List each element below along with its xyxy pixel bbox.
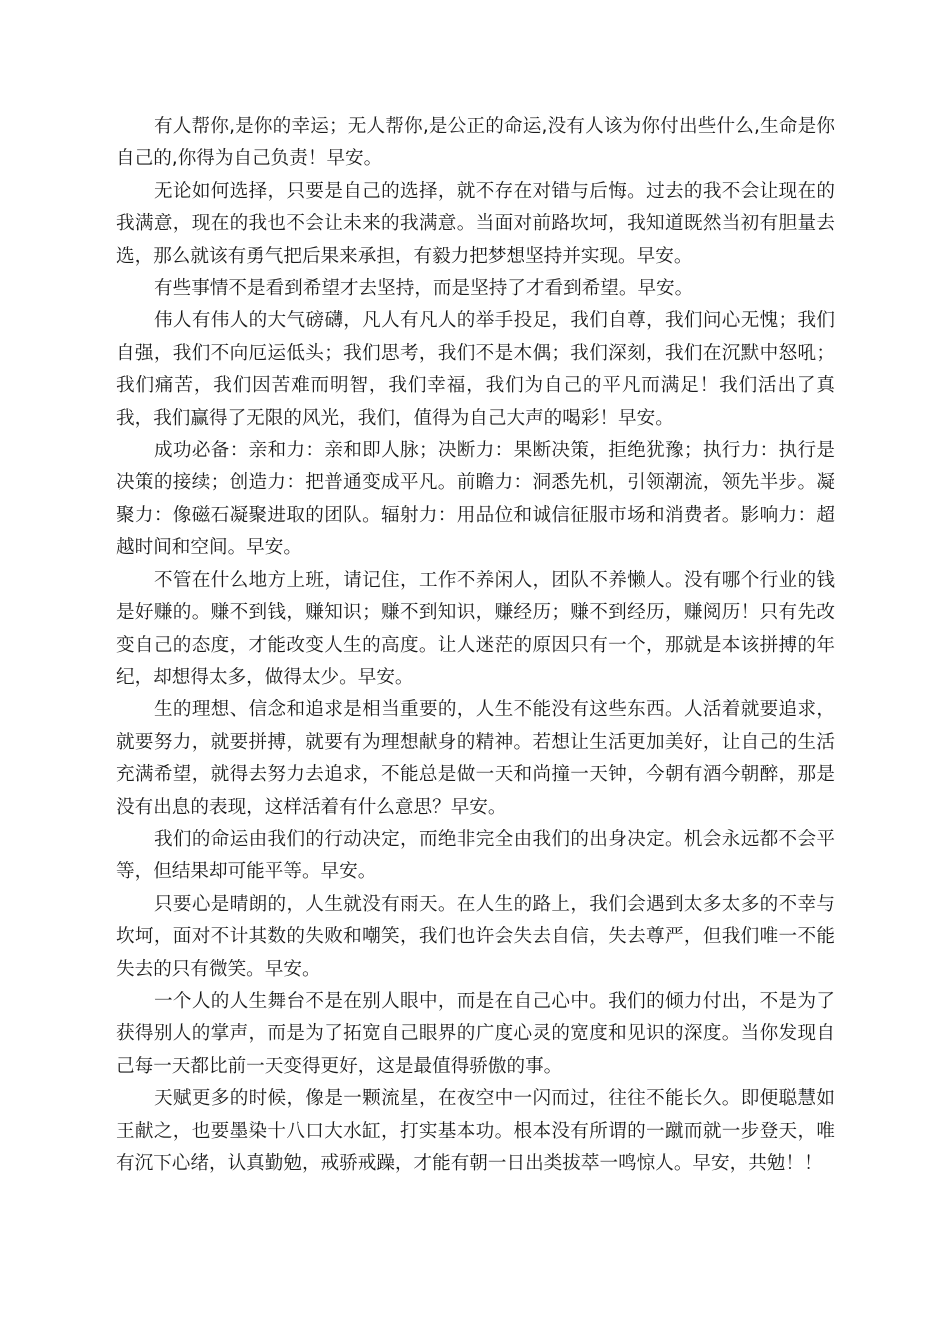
paragraph-7: 生的理想、信念和追求是相当重要的，人生不能没有这些东西。人活着就要追求，就要努力，就要拼搏，就要有为理想献身的精神。若想让生活更加美好，让自己的生活充满希望，就得去努力去追求，不能总是做一天和尚撞一天钟，今朝有酒今朝醉，那是没有出息的表现，这样活着有什么意思？早安。 (116, 699, 835, 818)
paragraph-4: 伟人有伟人的大气磅礴，凡人有凡人的举手投足，我们自尊，我们问心无愧；我们自强，我们不向厄运低头；我们思考，我们不是木偶；我们深刻，我们在沉默中怒吼；我们痛苦，我们因苦难而明智，我们幸福，我们为自己的平凡而满足！我们活出了真我，我们赢得了无限的风光，我们，值得为自己大声的喝彩！早安。 (116, 310, 835, 429)
paragraph-3: 有些事情不是看到希望才去坚持，而是坚持了才看到希望。早安。 (154, 278, 694, 300)
paragraph-6: 不管在什么地方上班，请记住，工作不养闲人，团队不养懒人。没有哪个行业的钱是好赚的。赚不到钱，赚知识；赚不到知识，赚经历；赚不到经历，赚阅历！只有先改变自己的态度，才能改变人生的高度。让人迷茫的原因只有一个，那就是本该拼搏的年纪，却想得太多，做得太少。早安。 (116, 569, 835, 688)
paragraph-9: 只要心是晴朗的，人生就没有雨天。在人生的路上，我们会遇到太多太多的不幸与坎坷，面对不计其数的失败和嘲笑，我们也许会失去自信，失去尊严，但我们唯一不能失去的只有微笑。早安。 (116, 893, 835, 980)
paragraph-1: 有人帮你,是你的幸运；无人帮你,是公正的命运,没有人该为你付出些什么,生命是你自己的,你得为自己负责！早安。 (116, 116, 835, 170)
paragraph-8: 我们的命运由我们的行动决定，而绝非完全由我们的出身决定。机会永远都不会平等，但结果却可能平等。早安。 (116, 828, 835, 883)
paragraph-5: 成功必备：亲和力：亲和即人脉；决断力：果断决策，拒绝犹豫；执行力：执行是决策的接续；创造力：把普通变成平凡。前瞻力：洞悉先机，引领潮流，领先半步。凝聚力：像磁石凝聚进取的团队。辐射力：用品位和诚信征服市场和消费者。影响力：超越时间和空间。早安。 (116, 440, 835, 559)
paragraph-2: 无论如何选择，只要是自己的选择，就不存在对错与后悔。过去的我不会让现在的我满意，现在的我也不会让未来的我满意。当面对前路坎坷，我知道既然当初有胆量去选，那么就该有勇气把后果来承担，有毅力把梦想坚持并实现。早安。 (116, 180, 835, 267)
document-body (116, 111, 835, 1180)
paragraph-10: 一个人的人生舞台不是在别人眼中，而是在自己心中。我们的倾力付出，不是为了获得别人的掌声，而是为了拓宽自己眼界的广度心灵的宽度和见识的深度。当你发现自己每一天都比前一天变得更好，这是最值得骄傲的事。 (116, 990, 835, 1077)
paragraph-11: 天赋更多的时候，像是一颗流星，在夜空中一闪而过，往往不能长久。即便聪慧如王献之，也要墨染十八口大水缸，打实基本功。根本没有所谓的一蹴而就一步登天，唯有沉下心绪，认真勤勉，戒骄戒躁，才能有朝一日出类拔萃一鸣惊人。早安，共勉！！ (116, 1088, 835, 1174)
